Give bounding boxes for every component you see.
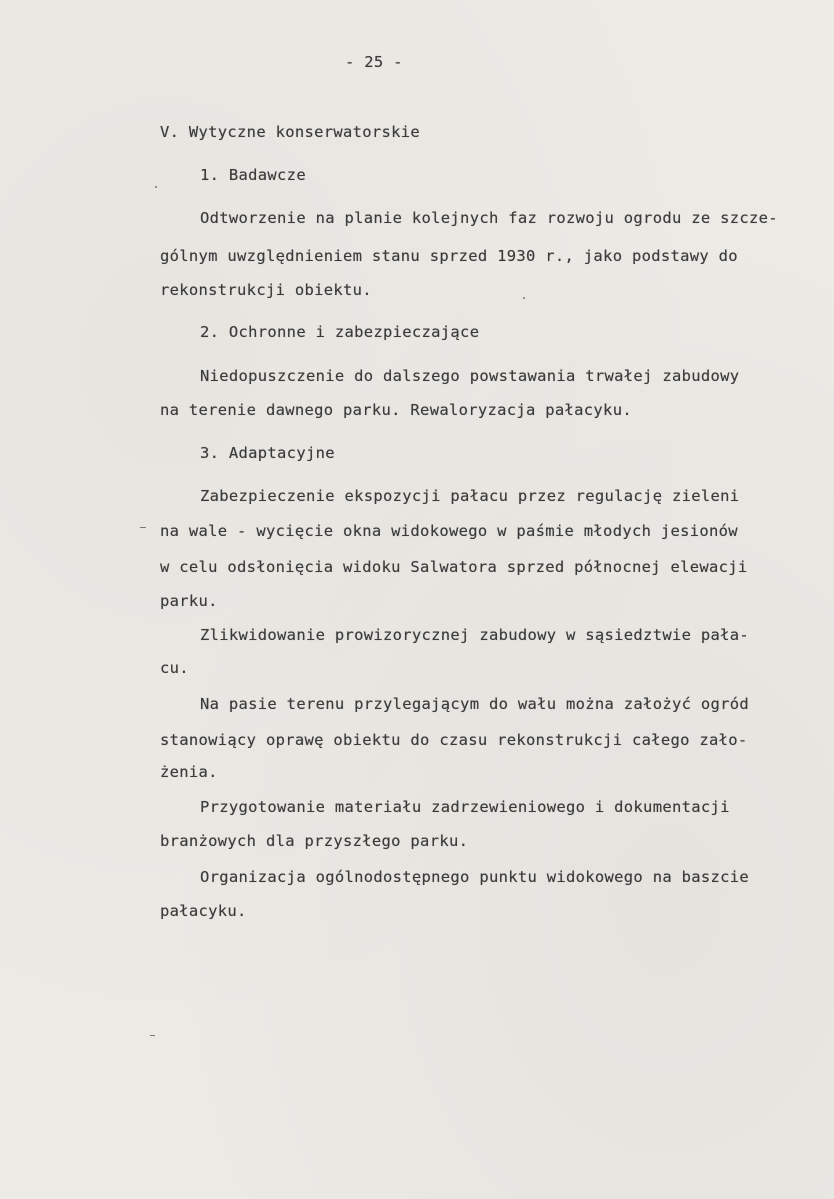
paper-speck: [523, 297, 525, 299]
paragraph-line: parku.: [160, 592, 218, 610]
paragraph-line: żenia.: [160, 763, 218, 781]
paragraph-line: Zlikwidowanie prowizorycznej zabudowy w sąsiedztwie pała-: [200, 626, 750, 644]
paper-speck: [150, 1035, 155, 1036]
paragraph-line: pałacyku.: [160, 902, 247, 920]
paragraph-line: Organizacja ogólnodostępnego punktu widokowego na baszcie: [200, 868, 750, 886]
paragraph-line: rekonstrukcji obiektu.: [160, 281, 372, 299]
paragraph-line: Na pasie terenu przylegającym do wału można założyć ogród: [200, 695, 750, 713]
paragraph-line: Niedopuszczenie do dalszego powstawania trwałej zabudowy: [200, 367, 740, 385]
paragraph-line: Odtworzenie na planie kolejnych faz rozwoju ogrodu ze szcze-: [200, 209, 778, 227]
subsection-heading-3: 3. Adaptacyjne: [200, 444, 335, 462]
page-number: - 25 -: [345, 53, 403, 71]
paragraph-line: Przygotowanie materiału zadrzewieniowego i dokumentacji: [200, 798, 730, 816]
paragraph-line: na wale - wycięcie okna widokowego w paśmie młodych jesionów: [160, 522, 738, 540]
paragraph-line: na terenie dawnego parku. Rewaloryzacja pałacyku.: [160, 401, 632, 419]
paragraph-line: gólnym uwzględnieniem stanu sprzed 1930 r., jako podstawy do: [160, 247, 738, 265]
section-title: V. Wytyczne konserwatorskie: [160, 123, 421, 141]
subsection-heading-1: 1. Badawcze: [200, 166, 306, 184]
paragraph-line: branżowych dla przyszłego parku.: [160, 832, 469, 850]
paragraph-line: cu.: [160, 659, 189, 677]
paragraph-line: w celu odsłonięcia widoku Salwatora sprzed północnej elewacji: [160, 558, 748, 576]
paragraph-line: stanowiący oprawę obiektu do czasu rekonstrukcji całego zało-: [160, 731, 748, 749]
paragraph-line: Zabezpieczenie ekspozycji pałacu przez regulację zieleni: [200, 487, 740, 505]
paper-speck: [140, 527, 146, 528]
paper-speck: [155, 186, 157, 188]
subsection-heading-2: 2. Ochronne i zabezpieczające: [200, 323, 480, 341]
